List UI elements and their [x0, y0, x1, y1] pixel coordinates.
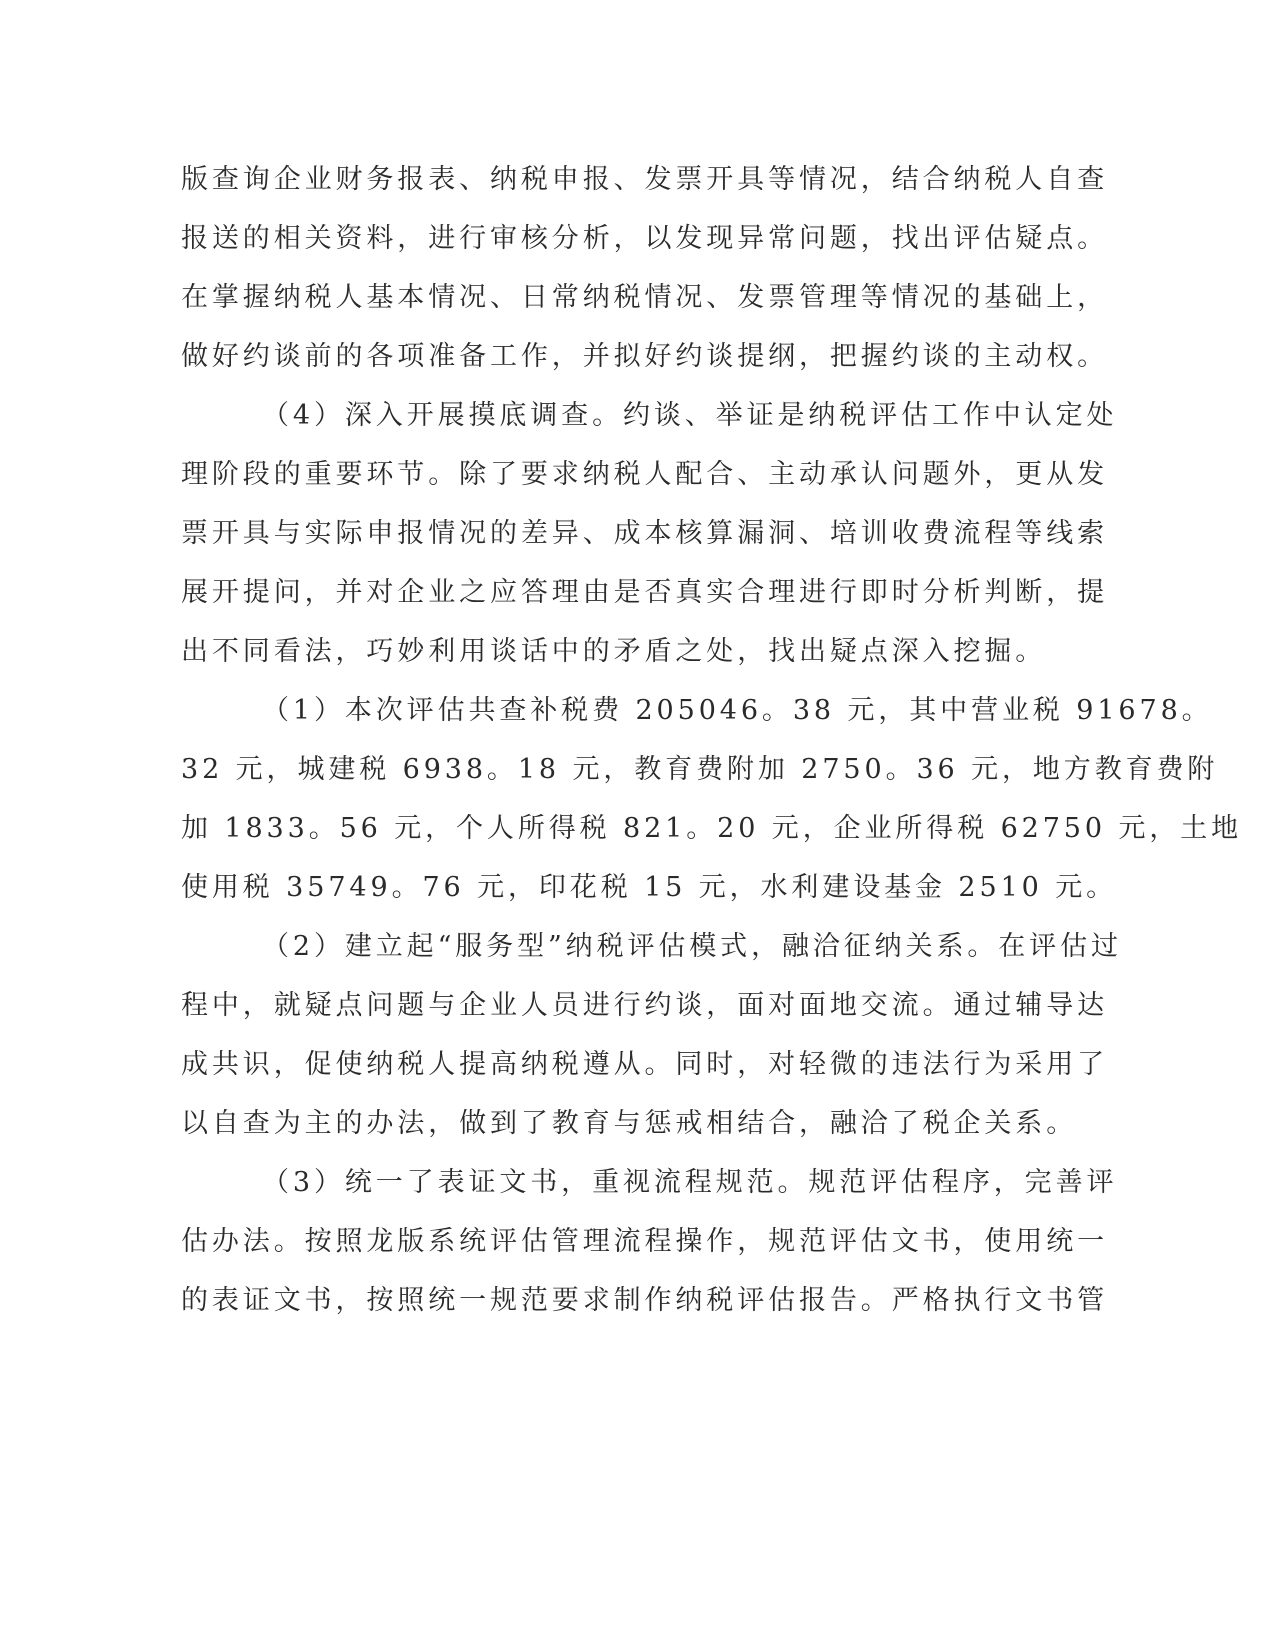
text-line: 票开具与实际申报情况的差异、成本核算漏洞、培训收费流程等线索	[181, 518, 1108, 549]
text-line: 做好约谈前的各项准备工作，并拟好约谈提纲，把握约谈的主动权。	[181, 341, 1108, 372]
text-line: 出不同看法，巧妙利用谈话中的矛盾之处，找出疑点深入挖掘。	[181, 636, 1047, 667]
text-line: 在掌握纳税人基本情况、日常纳税情况、发票管理等情况的基础上，	[181, 282, 1108, 313]
text-line: 成共识，促使纳税人提高纳税遵从。同时，对轻微的违法行为采用了	[181, 1049, 1108, 1080]
paragraph-4-heading-line: （4）深入开展摸底调查。约谈、举证是纳税评估工作中认定处	[262, 400, 1118, 431]
text-line: 估办法。按照龙版系统评估管理流程操作，规范评估文书，使用统一	[181, 1226, 1108, 1257]
text-line: 展开提问，并对企业之应答理由是否真实合理进行即时分析判断，提	[181, 577, 1108, 608]
text-line: 报送的相关资料，进行审核分析，以发现异常问题，找出评估疑点。	[181, 223, 1108, 254]
text-line: 程中，就疑点问题与企业人员进行约谈，面对面地交流。通过辅导达	[181, 990, 1108, 1021]
text-line: 以自查为主的办法，做到了教育与惩戒相结合，融洽了税企关系。	[181, 1108, 1078, 1139]
text-line: 32 元，城建税 6938。18 元，教育费附加 2750。36 元，地方教育费附	[181, 754, 1219, 785]
text-line: 的表证文书，按照统一规范要求制作纳税评估报告。严格执行文书管	[181, 1285, 1108, 1316]
paragraph-3-heading-line: （3）统一了表证文书，重视流程规范。规范评估程序，完善评	[262, 1167, 1118, 1198]
text-line: 加 1833。56 元，个人所得税 821。20 元，企业所得税 62750 元，土地	[181, 813, 1243, 844]
text-line: 使用税 35749。76 元，印花税 15 元，水利建设基金 2510 元。	[181, 872, 1118, 903]
text-line: 版查询企业财务报表、纳税申报、发票开具等情况，结合纳税人自查	[181, 164, 1108, 195]
paragraph-2-heading-line: （2）建立起“服务型”纳税评估模式，融洽征纳关系。在评估过	[262, 931, 1122, 962]
paragraph-1-heading-line: （1）本次评估共查补税费 205046。38 元，其中营业税 91678。	[262, 695, 1213, 726]
text-line: 理阶段的重要环节。除了要求纳税人配合、主动承认问题外，更从发	[181, 459, 1108, 490]
